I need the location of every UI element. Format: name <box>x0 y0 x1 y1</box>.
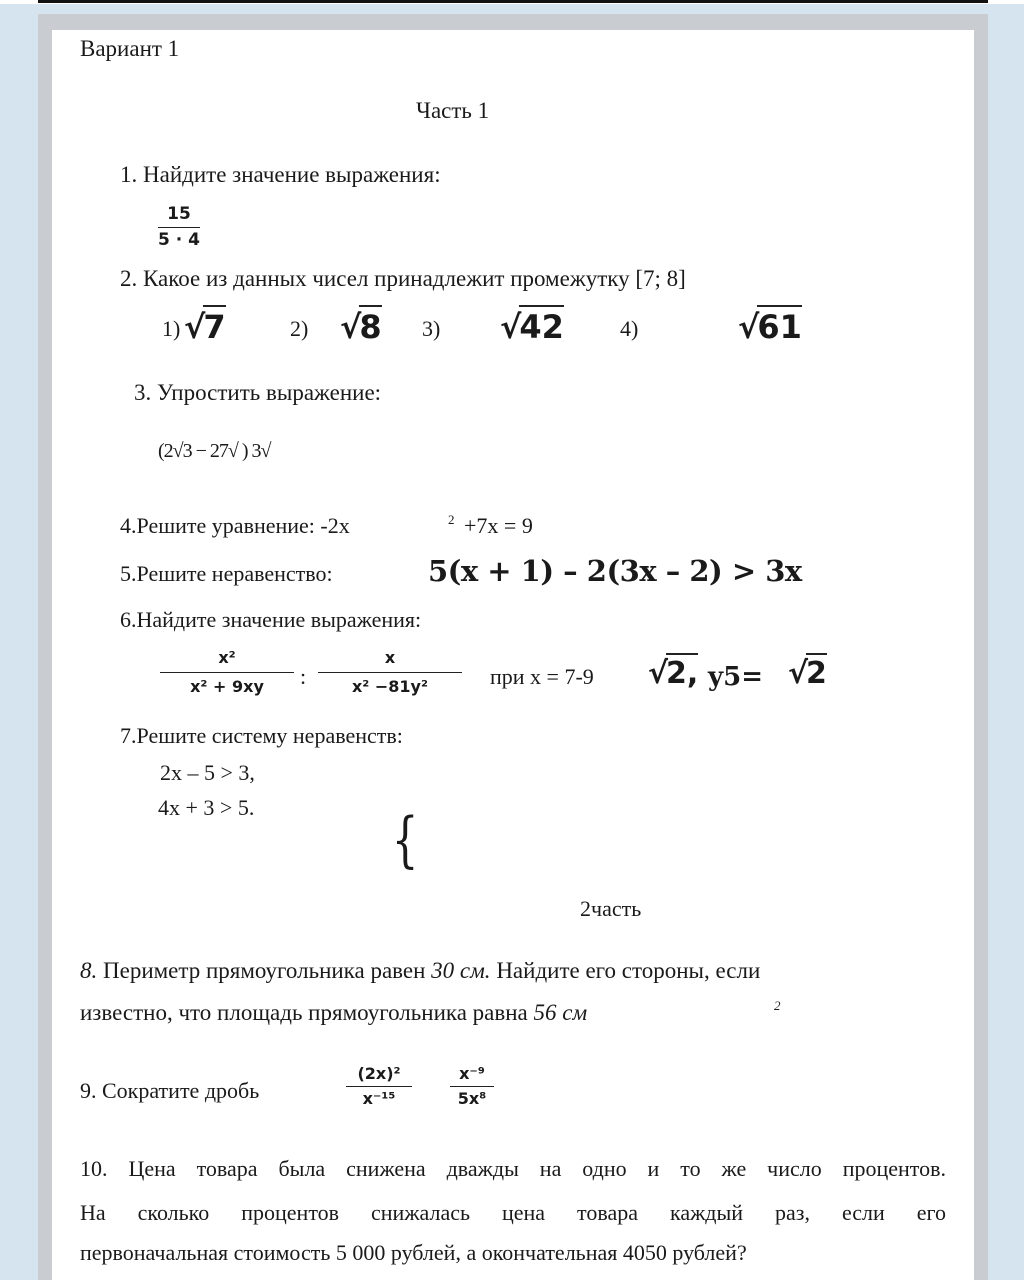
q2-option2-value: 8 <box>359 305 381 346</box>
q7-inequality1: 2x – 5 > 3, <box>160 760 255 785</box>
q8-area: 56 см <box>533 1000 588 1025</box>
q6-condition: при x = 7-9 <box>490 664 594 689</box>
fraction-bar <box>158 227 200 228</box>
q2-option1-root: √7 <box>184 308 226 346</box>
q9-f2-denominator: 5x⁸ <box>457 1089 487 1108</box>
q6-f2-denominator: x² −81y² <box>351 677 428 696</box>
q6-f1-numerator: x² <box>218 648 236 667</box>
q5-inequality: 5(x + 1) – 2(3x – 2) > 3x <box>428 554 802 588</box>
q6-fraction2 <box>318 650 462 695</box>
q9-text: 9. Сократите дробь <box>80 1078 260 1103</box>
q2-option3-value: 42 <box>519 305 564 346</box>
q8-line1-c: Найдите его стороны, если <box>496 958 761 983</box>
q2-option4-label: 4) <box>620 316 639 341</box>
q9-fraction2 <box>450 1066 494 1107</box>
q3-text: 3. Упростить выражение: <box>134 380 382 405</box>
q4-exponent: 2 <box>448 512 455 527</box>
q9-f2-numerator: x⁻⁹ <box>459 1064 485 1083</box>
q6-y-equals: y5= <box>708 662 763 692</box>
q2-option4-root: √61 <box>738 308 802 346</box>
q2-option3-root: √42 <box>500 308 564 346</box>
q1-fraction <box>158 206 200 249</box>
q1-numerator: 15 <box>167 204 191 224</box>
q10-line2: На сколько процентов снижалась цена товара каждый раз, если его <box>80 1200 946 1225</box>
q6-f1-denominator: x² + 9xy <box>190 677 264 696</box>
q8-number: 8. <box>80 958 98 983</box>
worksheet-page <box>52 30 974 1280</box>
q2-option4-value: 61 <box>757 305 802 346</box>
q4-equation-rest: +7x = 9 <box>464 513 533 538</box>
part1-heading: Часть 1 <box>416 98 490 123</box>
q8-line2 <box>80 1000 587 1026</box>
q2-option1-value: 7 <box>203 305 225 346</box>
q9-f1-numerator: (2x)² <box>357 1064 401 1083</box>
fraction-bar <box>346 1086 412 1087</box>
q6-root2: √2 <box>788 656 827 691</box>
q2-option3-label: 3) <box>422 316 441 341</box>
fraction-bar <box>450 1086 494 1087</box>
q2-option2-label: 2) <box>290 316 309 341</box>
q8-line1-a: Периметр прямоугольника равен <box>103 958 426 983</box>
fraction-bar <box>318 672 462 673</box>
q6-fraction1 <box>160 650 294 695</box>
q8-line1 <box>80 958 760 984</box>
q8-line2-a: известно, что площадь прямоугольника равна <box>80 1000 528 1025</box>
q1-denominator: 5 · 4 <box>158 230 200 250</box>
q5-text: 5.Решите неравенство: <box>120 561 333 586</box>
top-rule <box>38 0 988 3</box>
q8-exponent: 2 <box>774 998 781 1013</box>
part2-heading: 2часть <box>580 896 642 921</box>
q10-line3: первоначальная стоимость 5 000 рублей, а окончательная 4050 рублей? <box>80 1240 747 1265</box>
q2-option1-label: 1) <box>162 316 181 341</box>
q9-f1-denominator: x⁻¹⁵ <box>362 1089 396 1108</box>
q10-line1: 10. Цена товара была снижена дважды на одно и то же число процентов. <box>80 1156 946 1181</box>
q1-text: 1. Найдите значение выражения: <box>120 162 441 187</box>
q7-text: 7.Решите систему неравенств: <box>120 723 403 748</box>
q7-inequality2: 4x + 3 > 5. <box>158 795 255 820</box>
q6-colon: : <box>300 664 307 689</box>
q6-f2-numerator: x <box>384 648 396 667</box>
q3-expression: (2√3 − 27√ ) 3√ <box>158 440 271 462</box>
q6-root1-value: 2, <box>666 653 698 691</box>
q4-text: 4.Решите уравнение: -2x <box>120 513 350 538</box>
q2-text: 2. Какое из данных чисел принадлежит промежутку [7; 8] <box>120 266 686 291</box>
q6-root1: √2, <box>648 656 698 691</box>
variant-heading: Вариант 1 <box>80 36 180 61</box>
q6-root2-value: 2 <box>806 653 827 691</box>
q9-fraction1 <box>346 1066 412 1107</box>
q8-perimeter: 30 см. <box>431 958 491 983</box>
q6-text: 6.Найдите значение выражения: <box>120 607 422 632</box>
system-brace: { <box>391 805 419 875</box>
fraction-bar <box>160 672 294 673</box>
q2-option2-root: √8 <box>340 308 382 346</box>
